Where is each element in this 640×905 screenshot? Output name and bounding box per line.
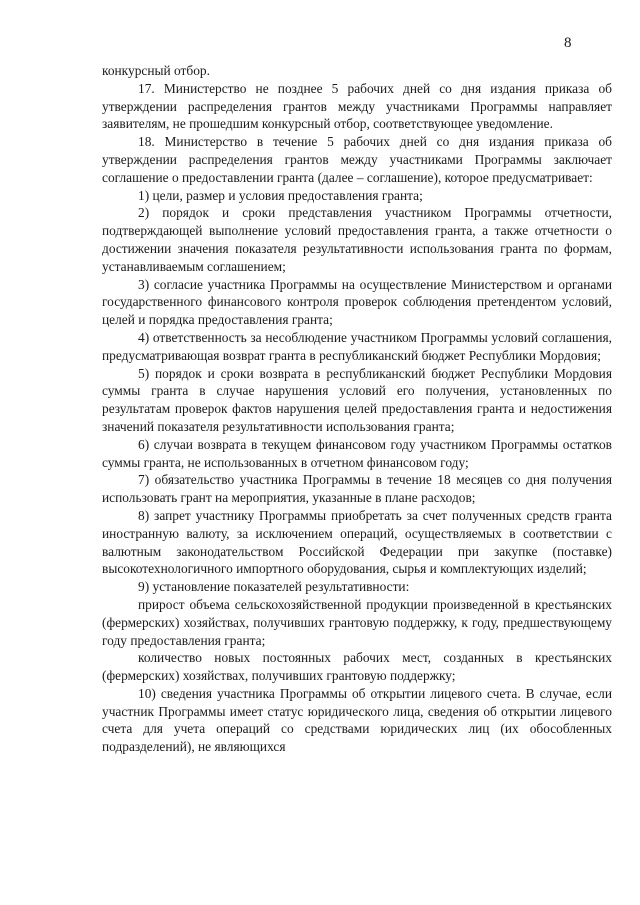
paragraph: прирост объема сельскохозяйственной продукции произведенной в крестьянских (фермерских) хозяйствах, получивших грантовую поддержку, к году, предшествующему году предоставления гранта; [102,596,612,648]
paragraph: 5) порядок и сроки возврата в республиканский бюджет Республики Мордовия суммы гранта в случае нарушения условий его получения, установленных по результатам проверок фактов нарушения целей предоставления гранта и недостижения значений показателя результативности использования гранта; [102,365,612,434]
paragraph: 18. Министерство в течение 5 рабочих дней со дня издания приказа об утверждении распределения грантов между участниками Программы заключает соглашение о предоставлении гранта (далее – соглашение), которое предусматривает: [102,134,612,185]
paragraph: 1) цели, размер и условия предоставления гранта; [138,187,423,203]
paragraph: 4) ответственность за несоблюдение участником Программы условий соглашения, предусматривающая возврат гранта в республиканский бюджет Республики Мордовия; [102,329,612,363]
page-number: 8 [564,35,572,51]
paragraph: конкурсный отбор. [102,63,210,78]
paragraph: 8) запрет участнику Программы приобретать за счет полученных средств гранта иностранную валюту, за исключением операций, осуществляемых в соответствии с валютным законодательством Российской Федерации при закупке (поставке) высокотехнологичного импортного оборудования, сырья и комплектующих изделий; [102,507,612,577]
document-body [102,62,612,756]
paragraph: 10) сведения участника Программы об открытии лицевого счета. В случае, если участник Программы имеет статус юридического лица, сведения об открытии лицевого счета для учета операций со средствами юридических лиц (их обособленных подразделений), не являющихся [102,685,612,755]
paragraph: 17. Министерство не позднее 5 рабочих дней со дня издания приказа об утверждении распределения грантов между участниками Программы направляет заявителям, не прошедшим конкурсный отбор, соответствующее уведомление. [102,80,612,132]
paragraph: 7) обязательство участника Программы в течение 18 месяцев со дня получения использовать грант на мероприятия, указанные в плане расходов; [102,472,612,506]
paragraph: 9) установление показателей результативности: [138,579,410,595]
paragraph: 2) порядок и сроки представления участником Программы отчетности, подтверждающей выполнение условий предоставления гранта, а также отчетности о достижении значения показателя результативности использования гранта по формам, устанавливаемым соглашением; [102,205,612,274]
paragraph: количество новых постоянных рабочих мест, созданных в крестьянских (фермерских) хозяйствах, получивших грантовую поддержку; [102,650,612,684]
paragraph: 6) случаи возврата в текущем финансовом году участником Программы остатков суммы гранта, не использованных в отчетном финансовом году; [102,436,612,470]
paragraph: 3) согласие участника Программы на осуществление Министерством и органами государственного финансового контроля проверок соблюдения претендентом условий, целей и порядка предоставления гранта; [102,276,612,328]
